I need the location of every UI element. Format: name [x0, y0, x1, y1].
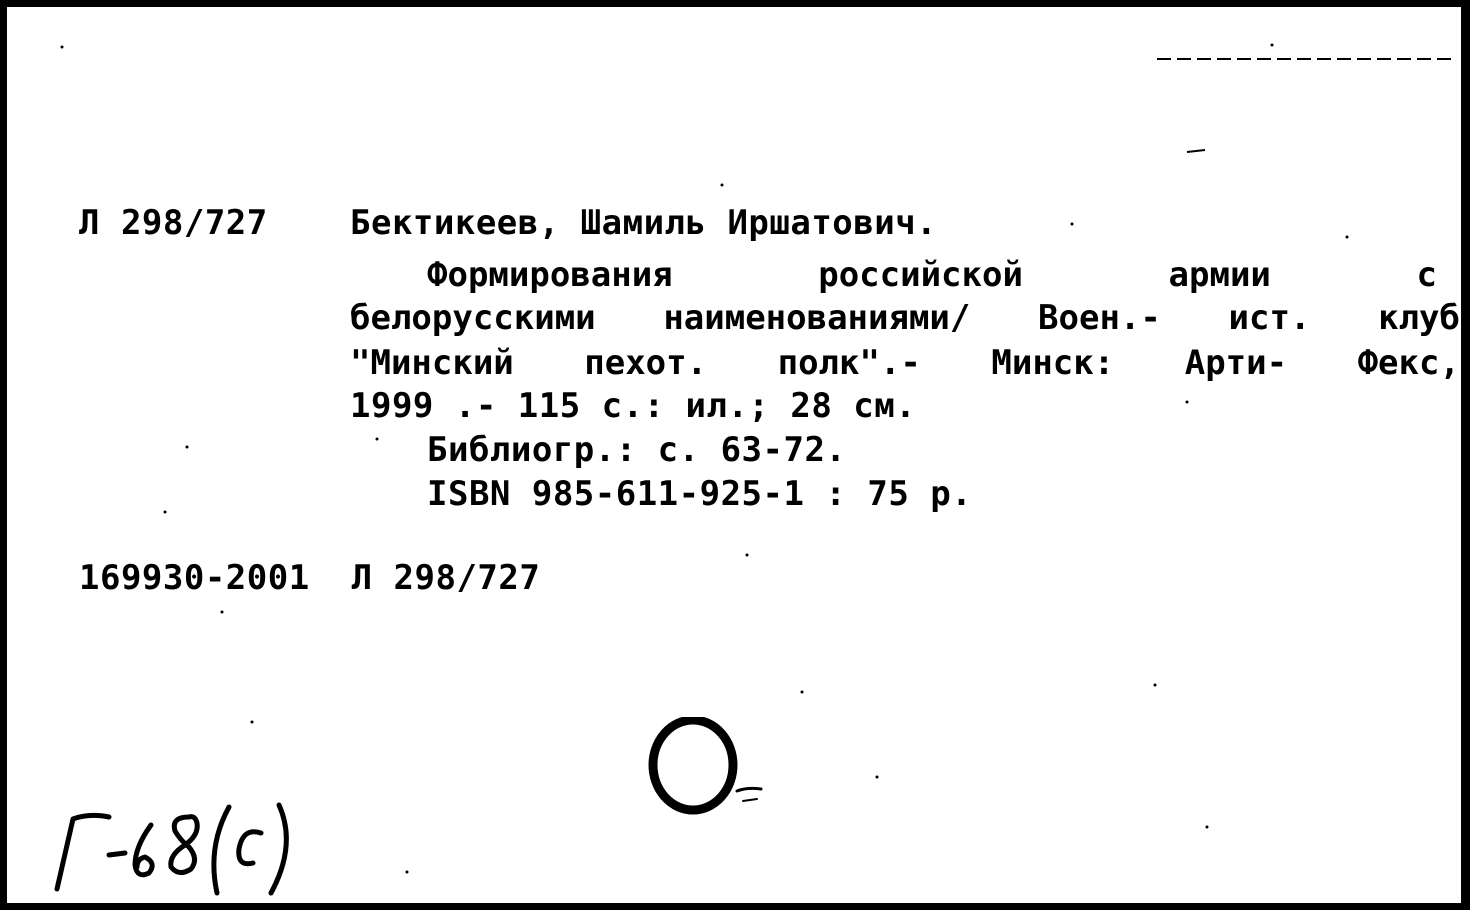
title-word: армии	[1168, 255, 1271, 295]
title-word: Воен.-	[1038, 298, 1161, 338]
title-line-2	[350, 298, 1460, 338]
title-word: белорусскими	[350, 298, 596, 338]
title-word: Формирования	[427, 255, 673, 295]
title-line-3	[350, 343, 1460, 383]
bibliography-note: Библиогр.: с. 63-72.	[427, 430, 847, 470]
title-word: ист.	[1228, 298, 1311, 338]
isbn-price: ISBN 985-611-925-1 : 75 р.	[427, 474, 973, 514]
punch-hole-icon	[647, 717, 777, 822]
title-word: клуб	[1378, 298, 1460, 338]
title-line-1	[427, 255, 1437, 295]
title-word: Минск:	[991, 343, 1115, 383]
handwritten-mark	[39, 797, 309, 902]
title-word: российской	[818, 255, 1023, 295]
title-word: пехот.	[584, 343, 708, 383]
title-word: наименованиями/	[663, 298, 971, 338]
author-heading: Бектикеев, Шамиль Иршатович.	[350, 203, 938, 243]
title-word: "Минский	[350, 343, 514, 383]
title-word: Арти-	[1184, 343, 1288, 383]
title-word: Фекс,	[1357, 343, 1460, 383]
accession-number: 169930-2001 Л 298/727	[79, 558, 541, 598]
imprint-line: 1999 .- 115 с.: ил.; 28 см.	[350, 386, 917, 426]
title-word: с	[1416, 255, 1437, 295]
title-word: полк".-	[777, 343, 921, 383]
shelf-mark: Л 298/727	[79, 203, 268, 243]
